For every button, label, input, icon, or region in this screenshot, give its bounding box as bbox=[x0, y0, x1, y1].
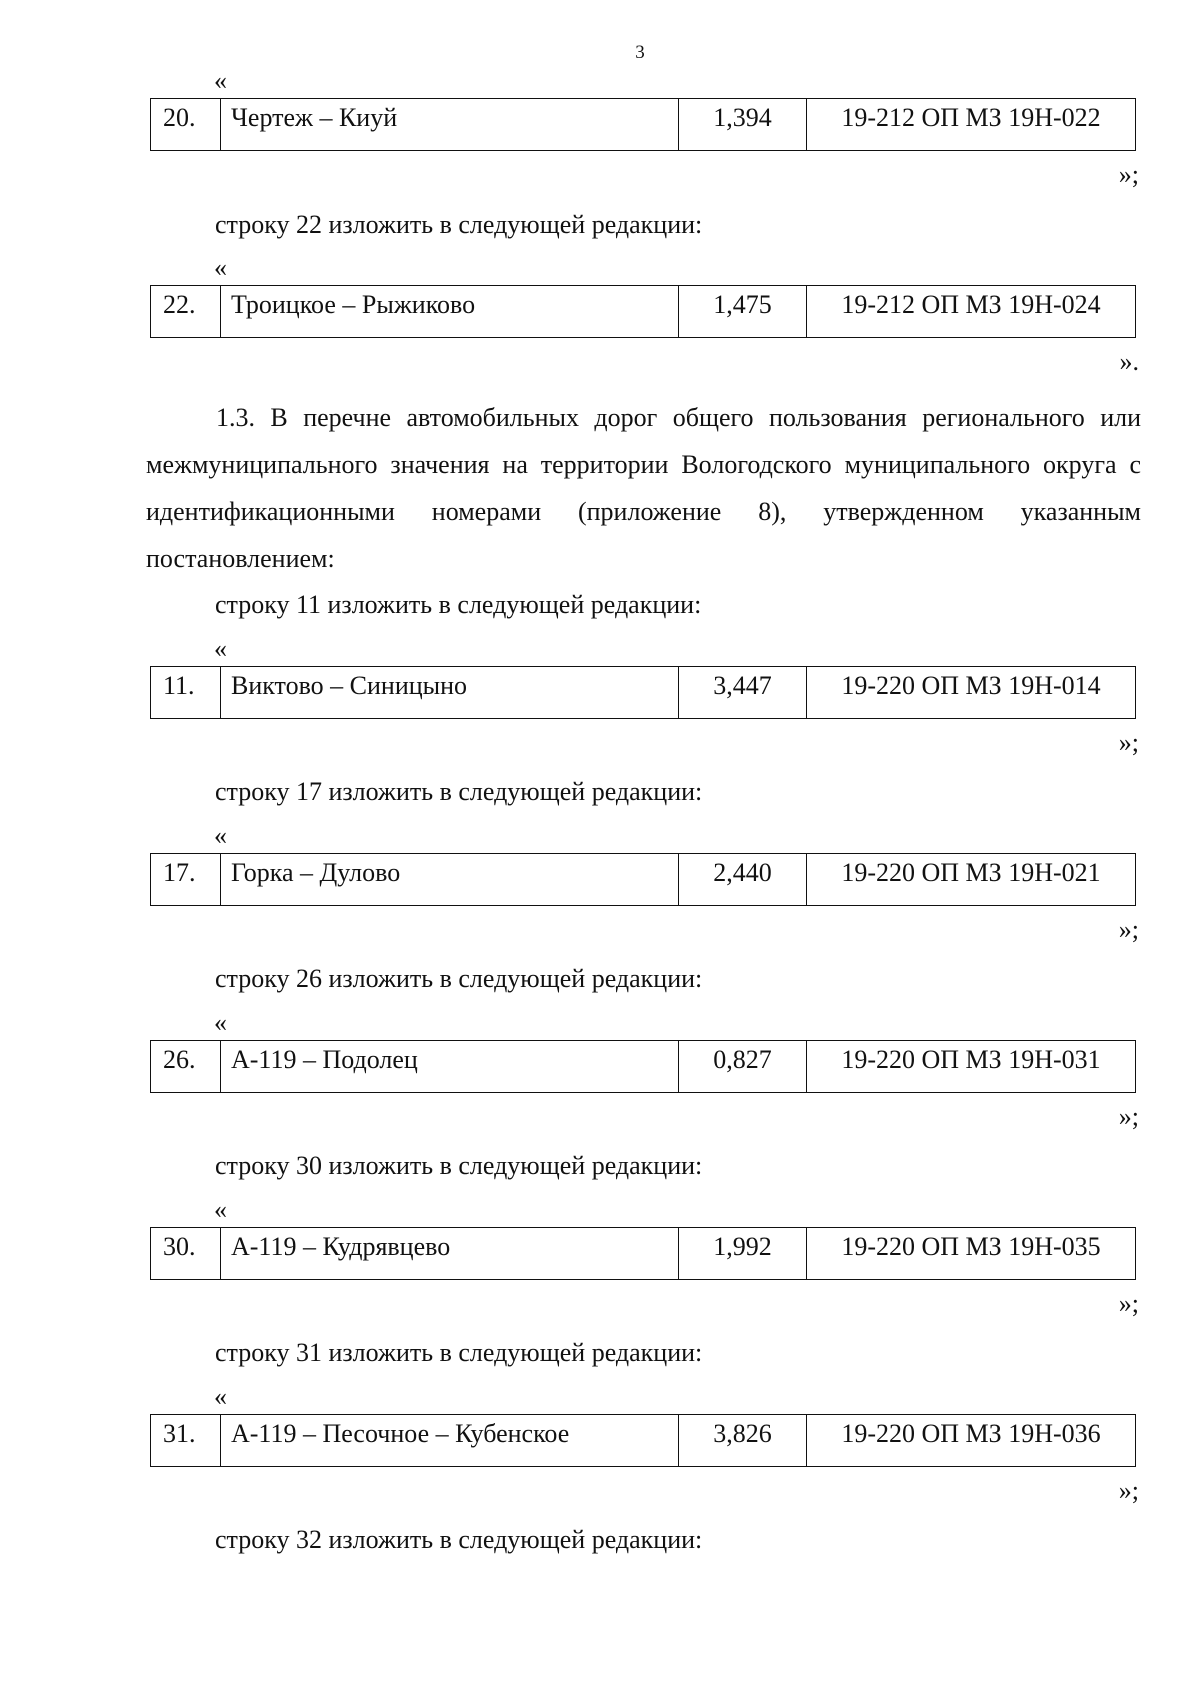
row-number: 17. bbox=[151, 854, 221, 906]
road-table-row bbox=[150, 1227, 1136, 1280]
table-row-block bbox=[150, 66, 1139, 189]
road-name: Горка – Дулово bbox=[221, 854, 679, 906]
table-row-block bbox=[150, 634, 1139, 757]
table-row-block bbox=[150, 1008, 1139, 1131]
closing-quote: »; bbox=[1118, 1476, 1139, 1505]
opening-quote: « bbox=[214, 1195, 227, 1224]
road-name: Чертеж – Киуй bbox=[221, 99, 679, 151]
road-length: 1,992 bbox=[679, 1228, 807, 1280]
table-row-block bbox=[150, 1195, 1139, 1318]
opening-quote: « bbox=[214, 1382, 227, 1411]
road-name: А-119 – Песочное – Кубенское bbox=[221, 1415, 679, 1467]
page-number: 3 bbox=[635, 42, 645, 63]
instruction-line: строку 31 изложить в следующей редакции: bbox=[215, 1338, 703, 1367]
road-length: 2,440 bbox=[679, 854, 807, 906]
instruction-line: строку 11 изложить в следующей редакции: bbox=[215, 590, 702, 619]
road-length: 3,447 bbox=[679, 667, 807, 719]
road-table-row bbox=[150, 853, 1136, 906]
row-number: 31. bbox=[151, 1415, 221, 1467]
opening-quote: « bbox=[214, 821, 227, 850]
road-table-row bbox=[150, 1040, 1136, 1093]
road-length: 1,394 bbox=[679, 99, 807, 151]
opening-quote: « bbox=[214, 253, 227, 282]
row-number: 26. bbox=[151, 1041, 221, 1093]
closing-quote: »; bbox=[1118, 915, 1139, 944]
road-length: 0,827 bbox=[679, 1041, 807, 1093]
road-name: Виктово – Синицыно bbox=[221, 667, 679, 719]
road-length: 3,826 bbox=[679, 1415, 807, 1467]
road-id: 19-212 ОП МЗ 19Н-022 bbox=[807, 99, 1136, 151]
closing-quote: »; bbox=[1118, 1289, 1139, 1318]
table-row-block bbox=[150, 1382, 1139, 1505]
road-id: 19-220 ОП МЗ 19Н-036 bbox=[807, 1415, 1136, 1467]
road-name: А-119 – Подолец bbox=[221, 1041, 679, 1093]
closing-quote: »; bbox=[1118, 1102, 1139, 1131]
row-number: 20. bbox=[151, 99, 221, 151]
road-id: 19-220 ОП МЗ 19Н-014 bbox=[807, 667, 1136, 719]
road-id: 19-220 ОП МЗ 19Н-021 bbox=[807, 854, 1136, 906]
road-length: 1,475 bbox=[679, 286, 807, 338]
closing-quote: »; bbox=[1118, 728, 1139, 757]
table-row-block bbox=[150, 821, 1139, 944]
road-id: 19-212 ОП МЗ 19Н-024 bbox=[807, 286, 1136, 338]
opening-quote: « bbox=[214, 634, 227, 663]
opening-quote: « bbox=[214, 1008, 227, 1037]
table-row-block bbox=[150, 253, 1139, 376]
row-number: 11. bbox=[151, 667, 221, 719]
closing-quote: »; bbox=[1118, 160, 1139, 189]
row-number: 22. bbox=[151, 286, 221, 338]
instruction-line: строку 17 изложить в следующей редакции: bbox=[215, 777, 703, 806]
opening-quote: « bbox=[214, 66, 227, 95]
road-table-row bbox=[150, 98, 1136, 151]
road-id: 19-220 ОП МЗ 19Н-031 bbox=[807, 1041, 1136, 1093]
road-name: А-119 – Кудрявцево bbox=[221, 1228, 679, 1280]
road-table-row bbox=[150, 1414, 1136, 1467]
road-table-row bbox=[150, 285, 1136, 338]
closing-quote: ». bbox=[1119, 347, 1139, 376]
row-number: 30. bbox=[151, 1228, 221, 1280]
road-table-row bbox=[150, 666, 1136, 719]
instruction-line: строку 32 изложить в следующей редакции: bbox=[215, 1525, 703, 1554]
instruction-line: строку 30 изложить в следующей редакции: bbox=[215, 1151, 703, 1180]
road-name: Троицкое – Рыжиково bbox=[221, 286, 679, 338]
paragraph-1-3: 1.3. В перечне автомобильных дорог общего пользования регионального или межмуниципального значения на территории Вологодского муниципального округа с идентификационными номерами (приложение 8), утвержденном указанным постановлением: bbox=[146, 403, 1141, 573]
road-id: 19-220 ОП МЗ 19Н-035 bbox=[807, 1228, 1136, 1280]
instruction-line: строку 22 изложить в следующей редакции: bbox=[215, 210, 703, 239]
instruction-line: строку 26 изложить в следующей редакции: bbox=[215, 964, 703, 993]
